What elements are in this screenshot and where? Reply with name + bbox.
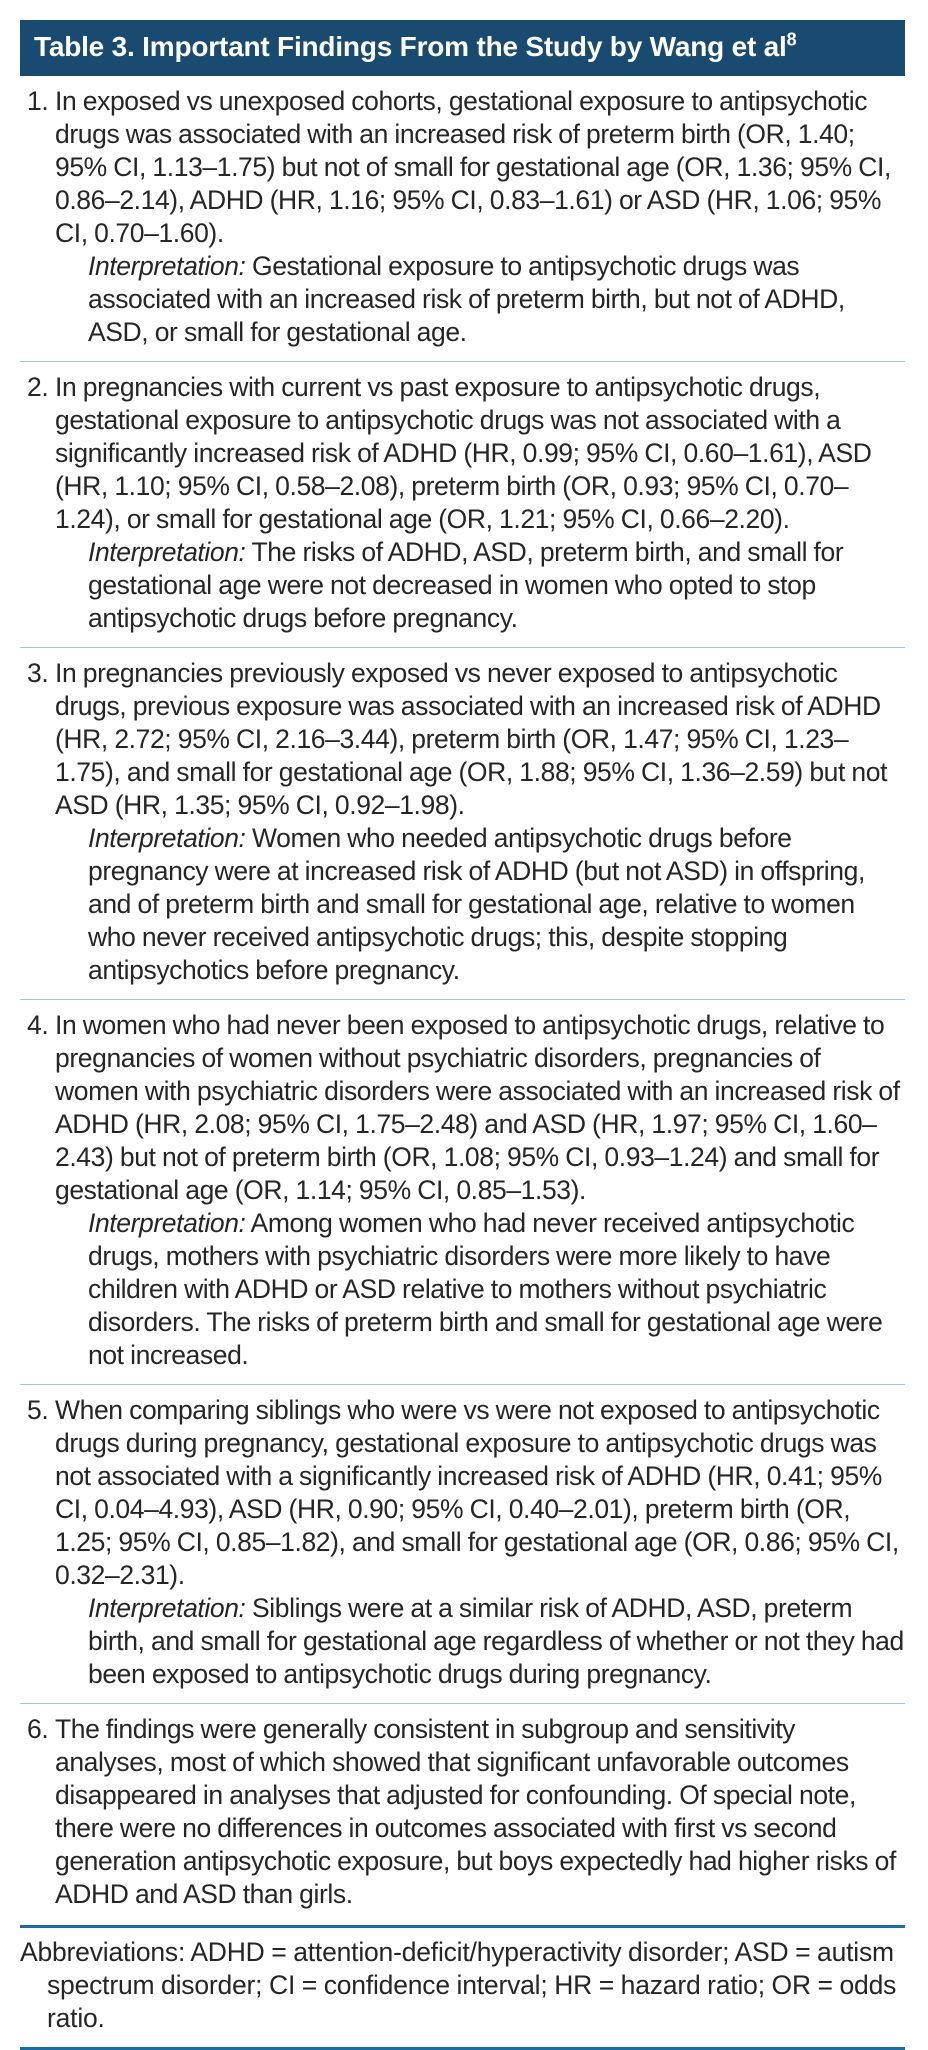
finding-number: 6.	[27, 1713, 49, 1744]
finding-item-2	[20, 362, 905, 648]
finding-number: 3.	[27, 657, 49, 688]
interpretation-label: Interpretation:	[88, 536, 246, 567]
table-title-bar	[20, 20, 905, 76]
findings-list	[20, 76, 905, 1923]
finding-body: In women who had never been exposed to antipsychotic drugs, relative to pregnancies of women without psychiatric disorders, pregnancies of women with psychiatric disorders were associated with an increased risk of ADHD (HR, 2.08; 95% CI, 1.75–2.48) and ASD (HR, 1.97; 95% CI, 1.60–2.43) but not of preterm birth (OR, 1.08; 95% CI, 0.93–1.24) and small for gestational age (OR, 1.14; 95% CI, 0.85–1.53).	[55, 1009, 900, 1205]
finding-body: The findings were generally consistent in subgroup and sensitivity analyses, most of which showed that significant unfavorable outcomes disappeared in analyses that adjusted for confounding. Of special note, there were no differences in outcomes associated with first vs second generation antipsychotic exposure, but boys expectedly had higher risks of ADHD and ASD than girls.	[55, 1713, 896, 1909]
finding-body: In exposed vs unexposed cohorts, gestational exposure to antipsychotic drugs was associated with an increased risk of preterm birth (OR, 1.40; 95% CI, 1.13–1.75) but not of small for gestational age (OR, 1.36; 95% CI, 0.86–2.14), ADHD (HR, 1.16; 95% CI, 0.83–1.61) or ASD (HR, 1.06; 95% CI, 0.70–1.60).	[55, 85, 891, 248]
finding-number: 4.	[27, 1009, 49, 1040]
finding-text	[20, 371, 905, 536]
interpretation-text: Siblings were at a similar risk of ADHD, ASD, preterm birth, and small for gestational age regardless of whether or not they had been exposed to antipsychotic drugs during pregnancy.	[88, 1592, 904, 1689]
finding-interpretation	[20, 1207, 905, 1372]
finding-item-3	[20, 648, 905, 1000]
interpretation-label: Interpretation:	[88, 250, 246, 281]
abbreviations-footnote: Abbreviations: ADHD = attention-deficit/hyperactivity disorder; ASD = autism spectrum disorder; CI = confidence interval; HR = hazard ratio; OR = odds ratio.	[20, 1936, 897, 2033]
interpretation-text: Women who needed antipsychotic drugs before pregnancy were at increased risk of ADHD (but not ASD) in offspring, and of preterm birth and small for gestational age, relative to women who never received antipsychotic drugs; this, despite stopping antipsychotics before pregnancy.	[88, 822, 865, 985]
finding-text	[20, 85, 905, 250]
interpretation-text: Gestational exposure to antipsychotic drugs was associated with an increased risk of preterm birth, but not of ADHD, ASD, or small for gestational age.	[88, 250, 845, 347]
finding-number: 1.	[27, 85, 49, 116]
finding-body: In pregnancies with current vs past exposure to antipsychotic drugs, gestational exposure to antipsychotic drugs was not associated with a significantly increased risk of ADHD (HR, 0.99; 95% CI, 0.60–1.61), ASD (HR, 1.10; 95% CI, 0.58–2.08), preterm birth (OR, 0.93; 95% CI, 0.70–1.24), or small for gestational age (OR, 1.21; 95% CI, 0.66–2.20).	[55, 371, 872, 534]
finding-item-4	[20, 1000, 905, 1385]
finding-item-6	[20, 1704, 905, 1923]
finding-interpretation	[20, 1592, 905, 1691]
finding-body: When comparing siblings who were vs were not exposed to antipsychotic drugs during pregnancy, gestational exposure to antipsychotic drugs was not associated with a significantly increased risk of ADHD (HR, 0.41; 95% CI, 0.04–4.93), ASD (HR, 0.90; 95% CI, 0.40–2.01), preterm birth (OR, 1.25; 95% CI, 0.85–1.82), and small for gestational age (OR, 0.86; 95% CI, 0.32–2.31).	[55, 1394, 899, 1590]
interpretation-label: Interpretation:	[88, 1207, 246, 1238]
finding-interpretation	[20, 536, 905, 635]
interpretation-label: Interpretation:	[88, 822, 246, 853]
finding-text	[20, 1713, 905, 1911]
finding-body: In pregnancies previously exposed vs never exposed to antipsychotic drugs, previous exposure was associated with an increased risk of ADHD (HR, 2.72; 95% CI, 2.16–3.44), preterm birth (OR, 1.47; 95% CI, 1.23–1.75), and small for gestational age (OR, 1.88; 95% CI, 1.36–2.59) but not ASD (HR, 1.35; 95% CI, 0.92–1.98).	[55, 657, 888, 820]
finding-text	[20, 1009, 905, 1207]
footnote-bottom-rule	[20, 2047, 905, 2050]
finding-item-1	[20, 76, 905, 362]
finding-number: 5.	[27, 1394, 49, 1425]
finding-interpretation	[20, 250, 905, 349]
interpretation-text: The risks of ADHD, ASD, preterm birth, and small for gestational age were not decreased in women who opted to stop antipsychotic drugs before pregnancy.	[88, 536, 844, 633]
finding-text	[20, 657, 905, 822]
finding-text	[20, 1394, 905, 1592]
finding-number: 2.	[27, 371, 49, 402]
finding-item-5	[20, 1385, 905, 1704]
table-title-reference-superscript: 8	[786, 29, 797, 50]
finding-interpretation	[20, 822, 905, 987]
table-title: Table 3. Important Findings From the Study by Wang et al	[34, 31, 787, 62]
interpretation-text: Among women who had never received antipsychotic drugs, mothers with psychiatric disorders were more likely to have children with ADHD or ASD relative to mothers without psychiatric disorders. The risks of preterm birth and small for gestational age were not increased.	[88, 1207, 883, 1370]
interpretation-label: Interpretation:	[88, 1592, 246, 1623]
